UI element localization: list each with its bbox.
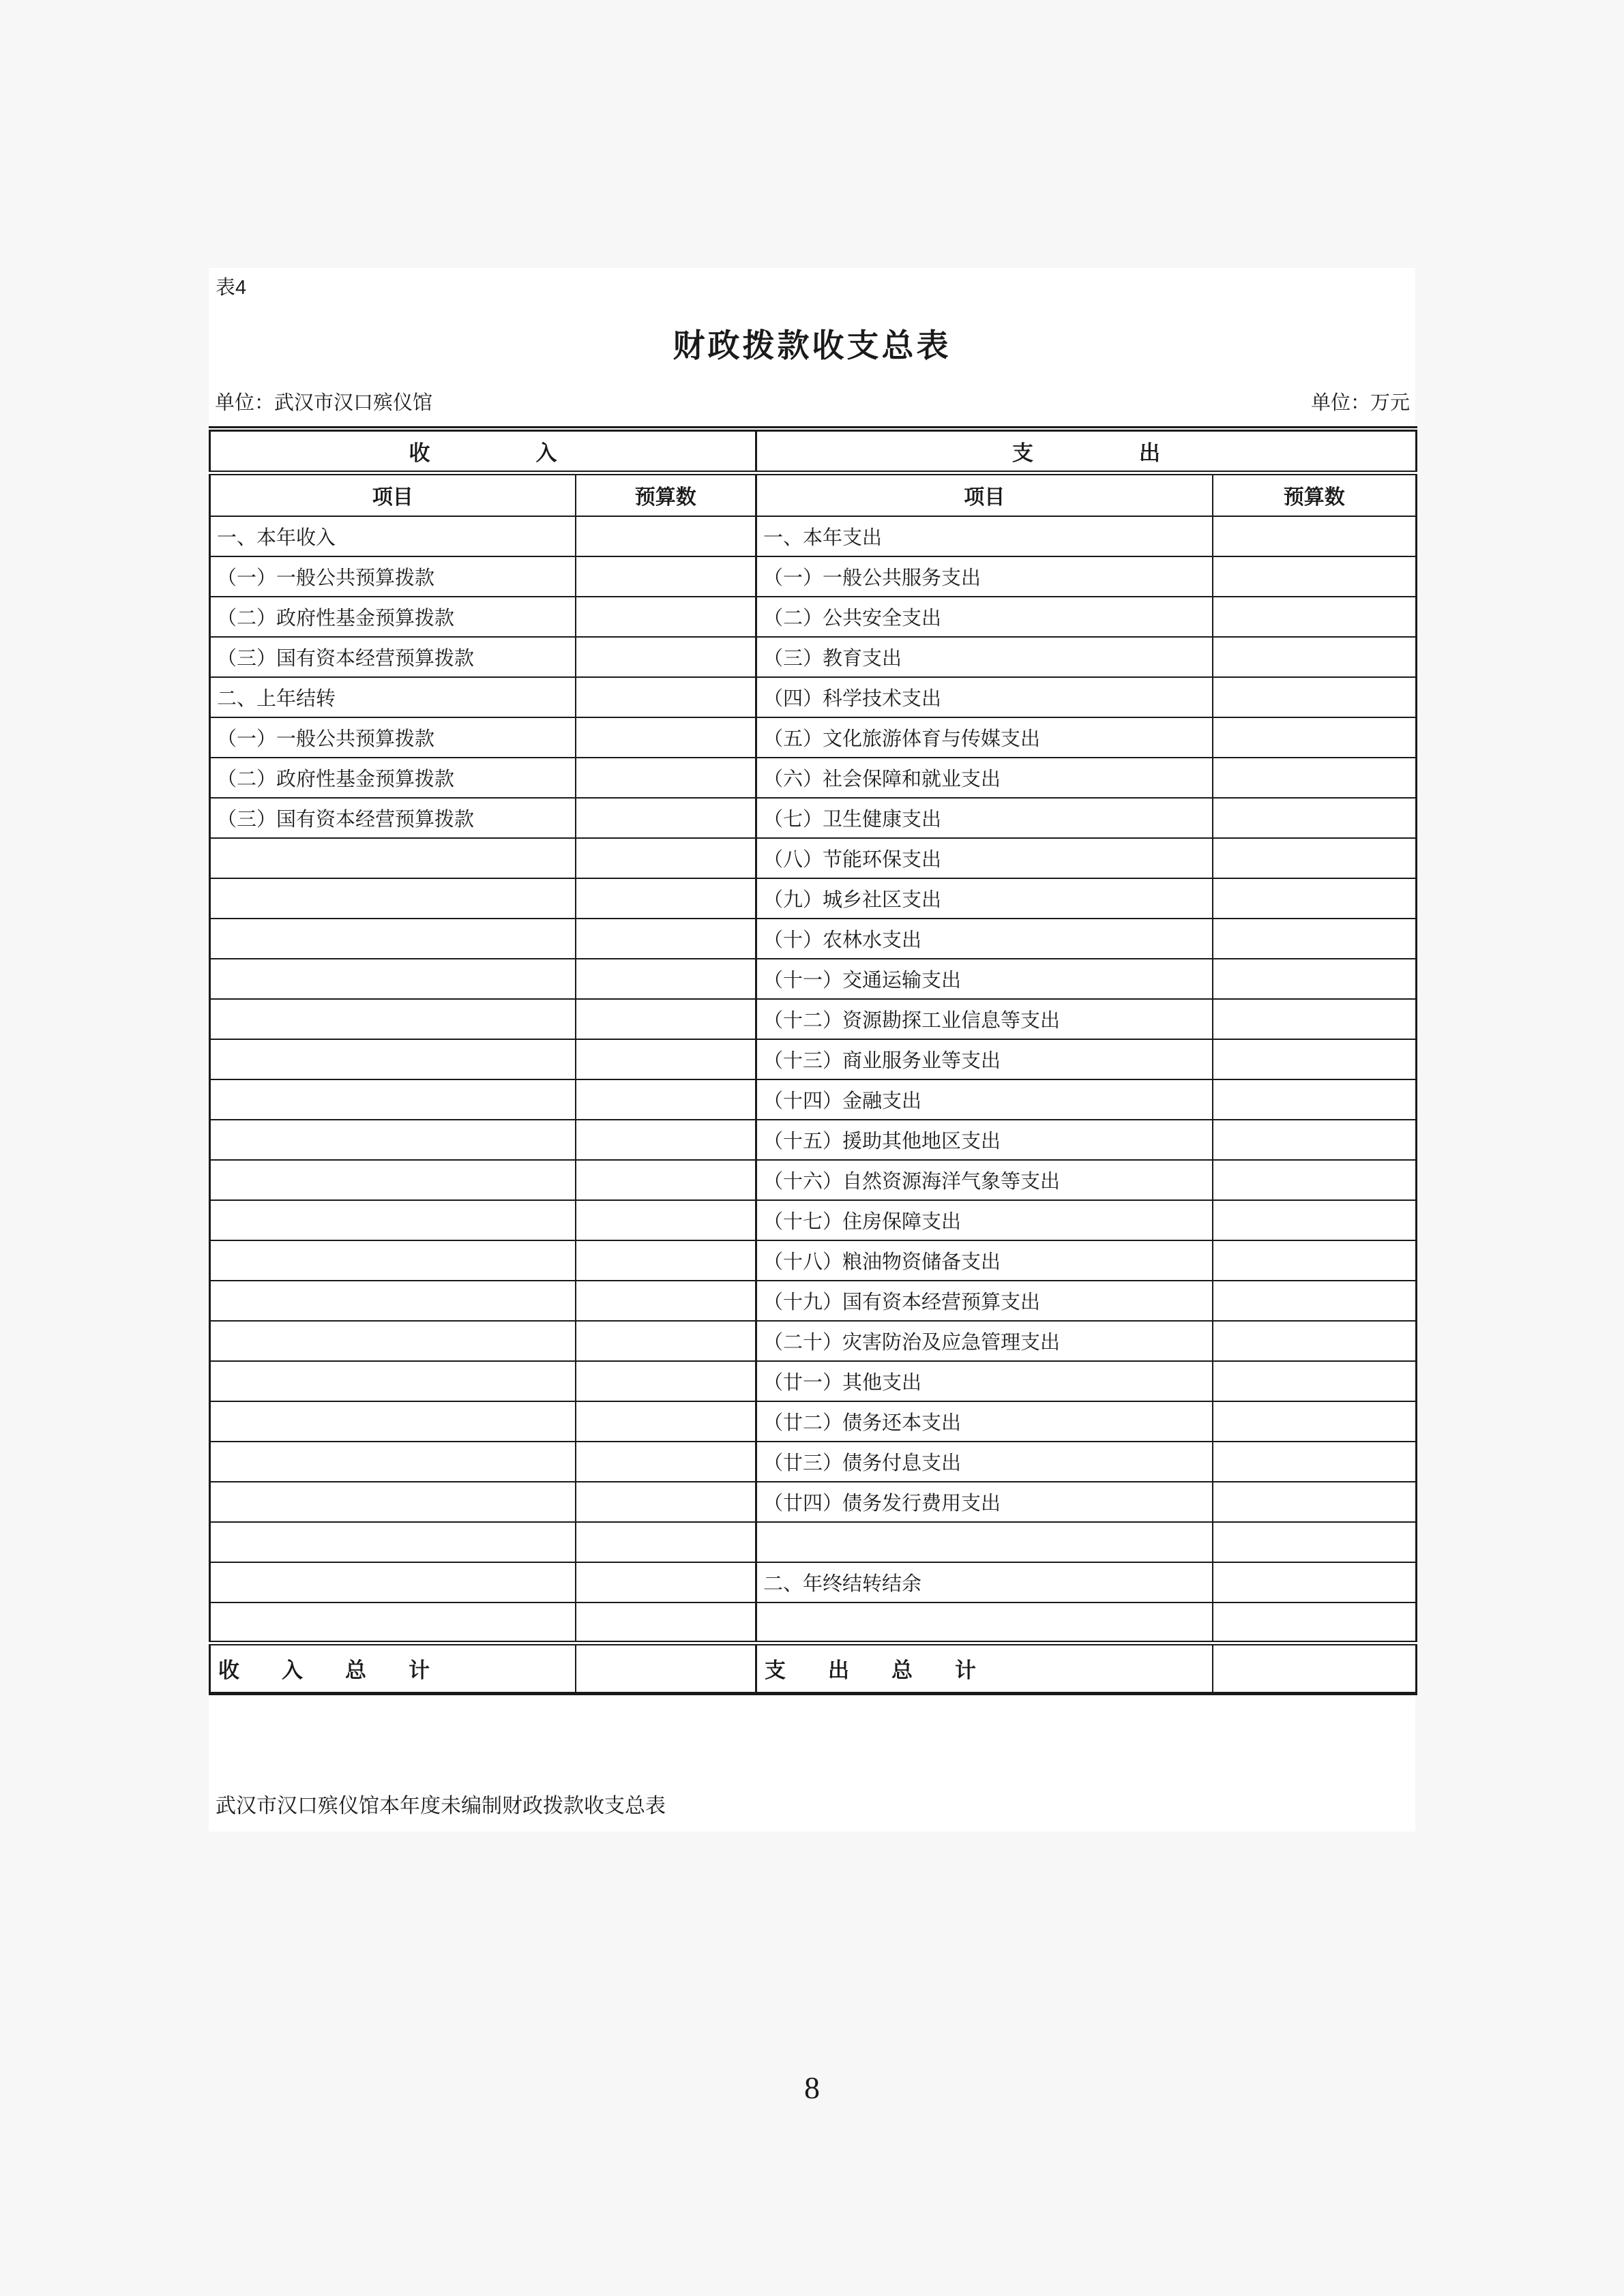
expense-item-cell: （廿四）债务发行费用支出 [756, 1482, 1213, 1522]
table-row [210, 1401, 1417, 1442]
income-item-cell [210, 919, 576, 959]
expense-item-cell: （十）农林水支出 [756, 919, 1213, 959]
expense-budget-cell [1213, 1401, 1417, 1442]
expense-item-cell: （十四）金融支出 [756, 1079, 1213, 1120]
table-row [210, 677, 1417, 717]
expense-budget-cell [1213, 516, 1417, 556]
unit-row [215, 393, 1410, 415]
expense-item-cell: （十八）粮油物资储备支出 [756, 1240, 1213, 1281]
table-row [210, 999, 1417, 1039]
expense-budget-cell [1213, 556, 1417, 597]
income-item-cell [210, 1562, 576, 1602]
expense-item-cell: （六）社会保障和就业支出 [756, 758, 1213, 798]
table-body [210, 516, 1417, 1643]
income-item-cell [210, 1321, 576, 1361]
income-item-cell [210, 1602, 576, 1643]
income-budget-cell [576, 1079, 756, 1120]
table-row [210, 556, 1417, 597]
income-item-cell [210, 959, 576, 999]
income-item-cell [210, 1401, 576, 1442]
expense-total-label: 支 出 总 计 [756, 1643, 1213, 1693]
expense-budget-cell [1213, 1562, 1417, 1602]
table-row [210, 597, 1417, 637]
income-budget-cell [576, 677, 756, 717]
expense-budget-cell [1213, 919, 1417, 959]
expense-item-cell: （二十）灾害防治及应急管理支出 [756, 1321, 1213, 1361]
income-budget-cell [576, 597, 756, 637]
expense-budget-cell [1213, 597, 1417, 637]
expense-item-cell: （十六）自然资源海洋气象等支出 [756, 1160, 1213, 1200]
income-budget-cell [576, 1361, 756, 1401]
table-row [210, 878, 1417, 919]
table-row [210, 717, 1417, 758]
expense-item-cell: 二、年终结转结余 [756, 1562, 1213, 1602]
expense-budget-cell [1213, 1160, 1417, 1200]
table-row [210, 1442, 1417, 1482]
column-header-row [210, 473, 1417, 516]
expense-budget-cell [1213, 637, 1417, 677]
budget-table [209, 426, 1417, 1695]
expense-item-cell: （十五）援助其他地区支出 [756, 1120, 1213, 1160]
table-row [210, 1321, 1417, 1361]
income-section-header: 收 入 [210, 429, 756, 473]
expense-item-cell: （十二）资源勘探工业信息等支出 [756, 999, 1213, 1039]
income-item-cell: （二）政府性基金预算拨款 [210, 758, 576, 798]
income-item-cell [210, 1442, 576, 1482]
expense-budget-cell [1213, 959, 1417, 999]
income-budget-cell [576, 1160, 756, 1200]
expense-budget-cell [1213, 1482, 1417, 1522]
income-item-cell [210, 1361, 576, 1401]
expense-budget-column-header: 预算数 [1213, 473, 1417, 516]
table-row [210, 1602, 1417, 1643]
income-item-cell [210, 878, 576, 919]
table-row [210, 516, 1417, 556]
income-total-value-cell [576, 1643, 756, 1693]
income-item-cell: （三）国有资本经营预算拨款 [210, 798, 576, 838]
income-budget-cell [576, 959, 756, 999]
expense-budget-cell [1213, 1361, 1417, 1401]
document-page [209, 268, 1415, 1832]
income-budget-cell [576, 1401, 756, 1442]
income-item-cell: （一）一般公共预算拨款 [210, 717, 576, 758]
unit-name-label: 单位：武汉市汉口殡仪馆 [215, 392, 433, 414]
table-row [210, 1482, 1417, 1522]
table-row [210, 1039, 1417, 1079]
expense-item-cell: （五）文化旅游体育与传媒支出 [756, 717, 1213, 758]
expense-item-cell: （八）节能环保支出 [756, 838, 1213, 878]
income-item-cell: 二、上年结转 [210, 677, 576, 717]
expense-item-cell: （十七）住房保障支出 [756, 1200, 1213, 1240]
income-budget-cell [576, 1200, 756, 1240]
expense-item-cell: （廿一）其他支出 [756, 1361, 1213, 1401]
expense-budget-cell [1213, 1602, 1417, 1643]
expense-budget-cell [1213, 1240, 1417, 1281]
expense-item-cell: （十三）商业服务业等支出 [756, 1039, 1213, 1079]
income-budget-cell [576, 717, 756, 758]
table-row [210, 1361, 1417, 1401]
table-row [210, 838, 1417, 878]
table-row [210, 1281, 1417, 1321]
expense-item-cell: （三）教育支出 [756, 637, 1213, 677]
table-row [210, 758, 1417, 798]
income-budget-cell [576, 758, 756, 798]
expense-budget-cell [1213, 1281, 1417, 1321]
income-item-cell: （一）一般公共预算拨款 [210, 556, 576, 597]
table-row [210, 637, 1417, 677]
income-budget-cell [576, 1039, 756, 1079]
expense-item-cell: （一）一般公共服务支出 [756, 556, 1213, 597]
expense-budget-cell [1213, 1321, 1417, 1361]
income-item-cell [210, 999, 576, 1039]
income-budget-cell [576, 919, 756, 959]
income-budget-cell [576, 1240, 756, 1281]
expense-budget-cell [1213, 999, 1417, 1039]
expense-item-cell: （廿二）债务还本支出 [756, 1401, 1213, 1442]
expense-budget-cell [1213, 838, 1417, 878]
expense-budget-cell [1213, 1120, 1417, 1160]
income-budget-cell [576, 999, 756, 1039]
expense-item-cell [756, 1602, 1213, 1643]
income-item-cell: （三）国有资本经营预算拨款 [210, 637, 576, 677]
income-budget-cell [576, 1120, 756, 1160]
expense-item-cell: （九）城乡社区支出 [756, 878, 1213, 919]
expense-item-column-header: 项目 [756, 473, 1213, 516]
income-budget-cell [576, 1281, 756, 1321]
income-item-cell [210, 1522, 576, 1562]
expense-budget-cell [1213, 677, 1417, 717]
income-budget-cell [576, 1562, 756, 1602]
expense-budget-cell [1213, 717, 1417, 758]
income-item-cell: 一、本年收入 [210, 516, 576, 556]
table-row [210, 1240, 1417, 1281]
table-row [210, 919, 1417, 959]
income-total-label: 收 入 总 计 [210, 1643, 576, 1693]
income-budget-cell [576, 556, 756, 597]
expense-budget-cell [1213, 1039, 1417, 1079]
expense-item-cell: （十一）交通运输支出 [756, 959, 1213, 999]
table-row [210, 959, 1417, 999]
table-row [210, 1562, 1417, 1602]
expense-budget-cell [1213, 1522, 1417, 1562]
expense-item-cell: （十九）国有资本经营预算支出 [756, 1281, 1213, 1321]
income-budget-cell [576, 1602, 756, 1643]
income-item-cell [210, 1200, 576, 1240]
income-budget-cell [576, 637, 756, 677]
income-budget-column-header: 预算数 [576, 473, 756, 516]
section-header-row [210, 429, 1417, 473]
income-budget-cell [576, 798, 756, 838]
expense-item-cell: （四）科学技术支出 [756, 677, 1213, 717]
income-item-cell [210, 1240, 576, 1281]
income-item-cell [210, 1160, 576, 1200]
income-item-column-header: 项目 [210, 473, 576, 516]
table-row [210, 1120, 1417, 1160]
table-row [210, 1200, 1417, 1240]
income-budget-cell [576, 516, 756, 556]
expense-item-cell: （七）卫生健康支出 [756, 798, 1213, 838]
expense-budget-cell [1213, 1200, 1417, 1240]
income-budget-cell [576, 838, 756, 878]
table-row [210, 1079, 1417, 1120]
expense-budget-cell [1213, 878, 1417, 919]
table-row [210, 798, 1417, 838]
table-row [210, 1160, 1417, 1200]
income-item-cell [210, 1039, 576, 1079]
expense-item-cell: （二）公共安全支出 [756, 597, 1213, 637]
expense-budget-cell [1213, 1442, 1417, 1482]
unit-currency-label: 单位：万元 [1310, 392, 1410, 414]
table-row [210, 1522, 1417, 1562]
expense-budget-cell [1213, 1079, 1417, 1120]
expense-budget-cell [1213, 798, 1417, 838]
expense-item-cell: 一、本年支出 [756, 516, 1213, 556]
totals-row [210, 1643, 1417, 1693]
footnote: 武汉市汉口殡仪馆本年度未编制财政拨款收支总表 [216, 1795, 666, 1817]
income-budget-cell [576, 1522, 756, 1562]
table-number-label: 表4 [216, 277, 247, 299]
expense-section-header: 支 出 [756, 429, 1417, 473]
income-budget-cell [576, 1442, 756, 1482]
expense-item-cell [756, 1522, 1213, 1562]
page-number: 8 [804, 2070, 820, 2105]
expense-total-value-cell [1213, 1643, 1417, 1693]
income-item-cell [210, 838, 576, 878]
income-item-cell [210, 1120, 576, 1160]
page-title: 财政拨款收支总表 [673, 327, 951, 363]
income-item-cell [210, 1482, 576, 1522]
expense-budget-cell [1213, 758, 1417, 798]
income-item-cell [210, 1079, 576, 1120]
income-budget-cell [576, 1321, 756, 1361]
income-budget-cell [576, 878, 756, 919]
income-item-cell [210, 1281, 576, 1321]
expense-item-cell: （廿三）债务付息支出 [756, 1442, 1213, 1482]
income-item-cell: （二）政府性基金预算拨款 [210, 597, 576, 637]
income-budget-cell [576, 1482, 756, 1522]
